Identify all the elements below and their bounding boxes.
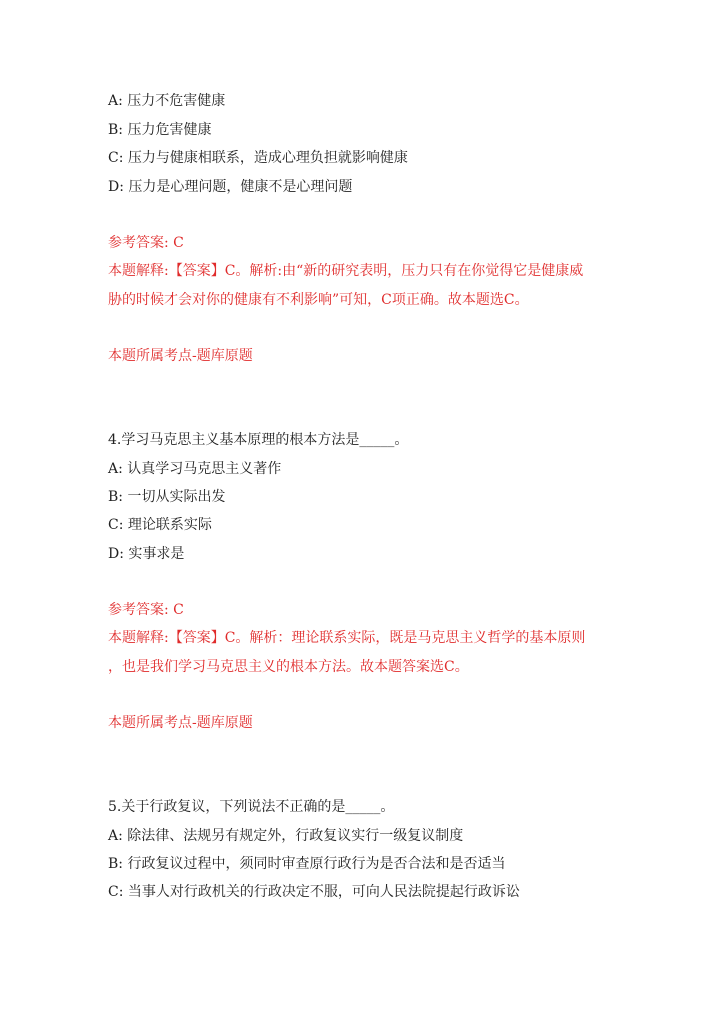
q3-explanation-line-1: 本题解释:【答案】C。解析:由“新的研究表明，压力只有在你觉得它是健康威	[108, 263, 584, 279]
q3-option-c: C: 压力与健康相联系，造成心理负担就影响健康	[108, 150, 408, 166]
q5-option-b: B: 行政复议过程中，须同时审查原行政行为是否合法和是否适当	[108, 856, 506, 872]
q5-question: 5.关于行政复议，下列说法不正确的是_____。	[108, 799, 395, 815]
q3-explanation-line-2: 胁的时候才会对你的健康有不利影响”可知，C项正确。故本题选C。	[108, 292, 529, 308]
q5-option-c: C: 当事人对行政机关的行政决定不服，可向人民法院提起行政诉讼	[108, 884, 520, 900]
q5-option-a: A: 除法律、法规另有规定外，行政复议实行一级复议制度	[108, 828, 464, 844]
q4-option-c: C: 理论联系实际	[108, 517, 212, 533]
q3-option-d: D: 压力是心理问题，健康不是心理问题	[108, 179, 353, 195]
q4-category: 本题所属考点-题库原题	[108, 715, 253, 731]
q4-option-b: B: 一切从实际出发	[108, 489, 226, 505]
q3-category: 本题所属考点-题库原题	[108, 348, 253, 364]
q4-option-a: A: 认真学习马克思主义著作	[108, 461, 282, 477]
q4-question: 4.学习马克思主义基本原理的根本方法是_____。	[108, 432, 409, 448]
q3-answer: 参考答案: C	[108, 235, 184, 251]
q4-explanation-line-1: 本题解释:【答案】C。解析：理论联系实际，既是马克思主义哲学的基本原则	[108, 630, 586, 646]
q4-answer: 参考答案: C	[108, 602, 184, 618]
q4-explanation-line-2: ，也是我们学习马克思主义的根本方法。故本题答案选C。	[108, 659, 469, 675]
q3-option-b: B: 压力危害健康	[108, 122, 212, 138]
q4-option-d: D: 实事求是	[108, 546, 185, 562]
q3-option-a: A: 压力不危害健康	[108, 93, 226, 109]
